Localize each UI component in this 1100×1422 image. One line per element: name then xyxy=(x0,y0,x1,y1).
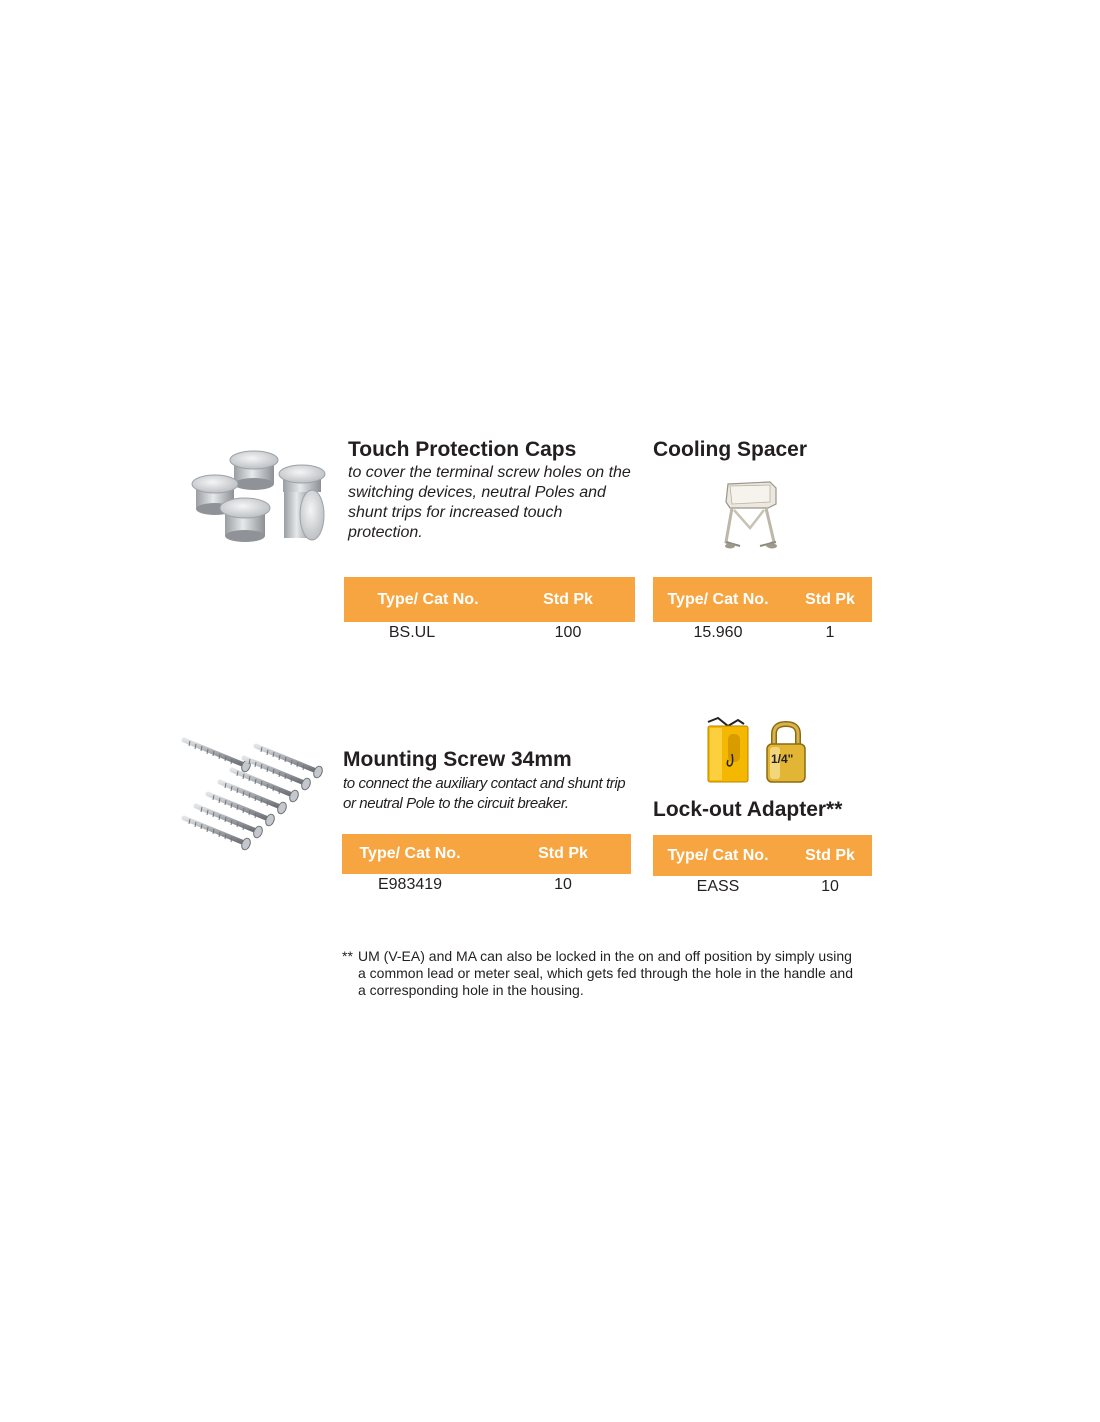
lock-size-label: 1/4" xyxy=(771,752,794,766)
lockout-adapter-image xyxy=(704,716,810,784)
cooling-spacer-image xyxy=(720,480,780,552)
type-cell: BS.UL xyxy=(388,624,436,641)
std-pk-cell: 10 xyxy=(821,878,839,895)
type-column-header: Type/ Cat No. xyxy=(667,590,769,608)
mounting-screw-description: to connect the auxiliary contact and shunt trip or neutral Pole to the circuit breaker. xyxy=(343,775,626,812)
protection-caps-image xyxy=(186,446,331,546)
mounting-screw-title: Mounting Screw 34mm xyxy=(343,748,572,771)
table-row xyxy=(653,624,872,642)
type-column-header: Type/ Cat No. xyxy=(359,845,461,862)
lockout-table xyxy=(653,835,872,896)
table-row xyxy=(344,624,635,642)
std-pk-cell: 100 xyxy=(554,624,582,641)
std-pk-column-header: Std Pk xyxy=(805,846,855,864)
mounting-screw-table xyxy=(342,834,631,894)
touch-caps-title: Touch Protection Caps xyxy=(348,438,577,461)
type-column-header: Type/ Cat No. xyxy=(667,846,769,864)
std-pk-cell: 1 xyxy=(825,624,835,641)
type-column-header: Type/ Cat No. xyxy=(377,590,479,608)
footnote xyxy=(342,948,862,999)
footnote-text: UM (V-EA) and MA can also be locked in the on and off position by simply using a common lead or meter seal, which gets fed through the hole in the handle and a corresponding hole in the housing. xyxy=(358,948,853,998)
table-row xyxy=(653,878,872,896)
table-header xyxy=(344,577,635,622)
screws-image xyxy=(184,740,334,858)
table-header xyxy=(653,577,872,622)
std-pk-column-header: Std Pk xyxy=(543,590,593,608)
table-row xyxy=(342,876,631,894)
touch-caps-table xyxy=(344,577,635,642)
type-cell: 15.960 xyxy=(693,624,743,641)
lockout-title: Lock-out Adapter** xyxy=(653,798,843,821)
std-pk-cell: 10 xyxy=(554,876,572,893)
touch-caps-description: to cover the terminal screw holes on the switching devices, neutral Poles and shunt trips for increased touch protection. xyxy=(348,464,631,541)
type-cell: EASS xyxy=(696,878,740,895)
footnote-mark: ** xyxy=(342,948,353,964)
std-pk-column-header: Std Pk xyxy=(805,590,855,608)
cooling-spacer-title: Cooling Spacer xyxy=(653,438,808,461)
table-header xyxy=(653,835,872,876)
type-cell: E983419 xyxy=(377,876,443,893)
table-header xyxy=(342,834,631,874)
std-pk-column-header: Std Pk xyxy=(538,845,588,862)
cooling-spacer-table xyxy=(653,577,872,642)
